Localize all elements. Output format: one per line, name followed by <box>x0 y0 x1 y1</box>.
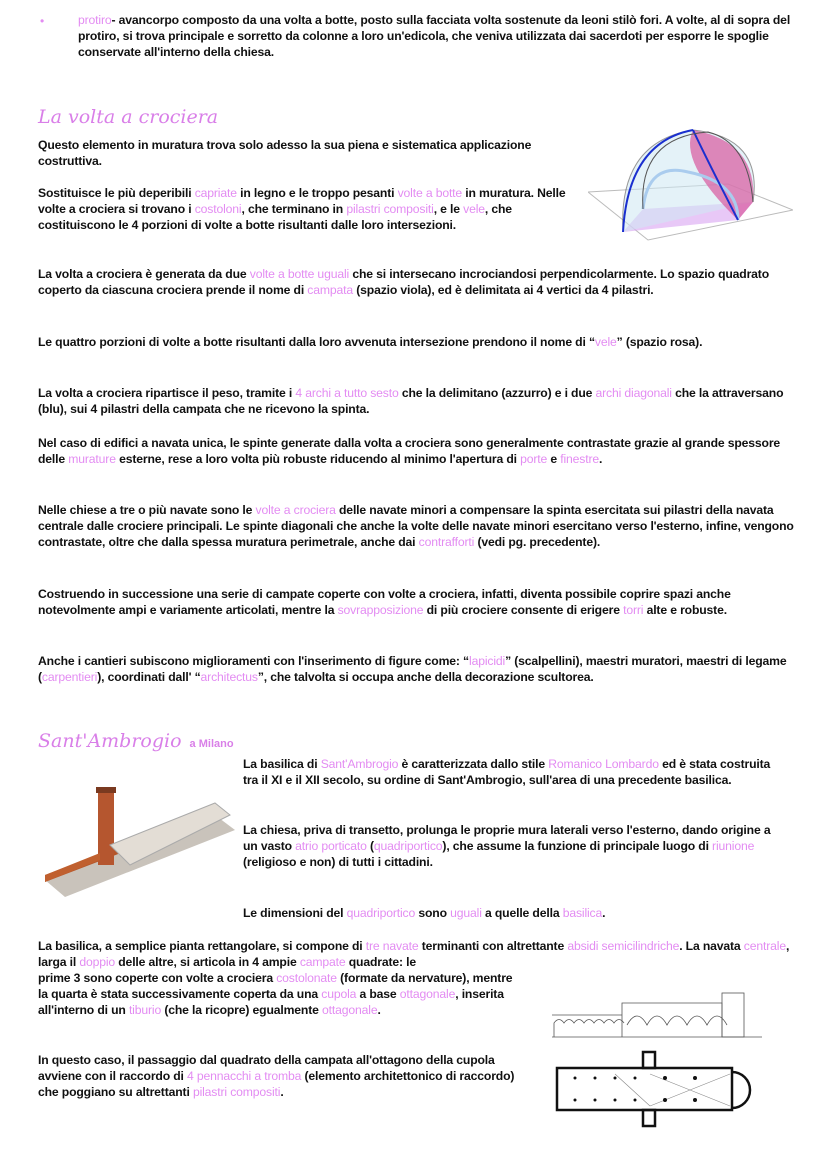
paragraph <box>38 385 798 417</box>
text-segment: ), coordinati dall' “ <box>97 670 201 685</box>
paragraph <box>38 137 573 169</box>
highlighted-term: torri <box>623 603 644 618</box>
text-segment: e <box>547 452 561 467</box>
highlighted-term: 4 pennacchi a tromba <box>187 1069 302 1084</box>
highlighted-term: riunione <box>712 839 755 854</box>
heading-title: Sant'Ambrogio <box>38 730 182 752</box>
text-segment: Nel caso di edifici a navata unica, le spinte generate dalla volta a crociera sono generalmente contrastate grazie al grande spessore delle <box>38 436 781 467</box>
highlighted-term: tiburio <box>128 1003 162 1018</box>
highlighted-term: contrafforti <box>418 535 475 550</box>
text-segment: La basilica di <box>243 757 321 771</box>
text-segment: (spazio viola), ed è delimitata ai 4 vertici da 4 pilastri. <box>353 283 654 298</box>
heading-volta-a-crociera: La volta a crociera <box>38 106 219 128</box>
paragraph <box>243 822 783 871</box>
text-segment: . La navata <box>679 939 744 953</box>
highlighted-term: architectus <box>200 670 258 685</box>
text-segment: che si intersecano incrociandosi perpendicolarmente. Lo spazio quadrato coperto da ciascuna crociera prende il nome di <box>38 267 770 298</box>
text-segment: ( <box>366 839 374 854</box>
text-segment: - avancorpo composto da una volta a botte, posto sulla facciata volta sostenute da leoni stilò fori. A volte, al di sopra del protiro, si trova principale e sorretto da colonne a loro un'edicola, che veniva utilizzata dai sacerdoti per esporre le spoglie conservate all'interno della chiesa. <box>78 13 791 60</box>
highlighted-term: vele <box>594 335 617 349</box>
paragraph <box>38 435 798 467</box>
paragraph <box>38 970 518 1019</box>
text-segment: (religioso e non) di tutti i cittadini. <box>243 855 433 870</box>
text-segment: (formate da nervature), mentre la quarta è stata successivamente coperta da una <box>38 971 513 1002</box>
highlighted-term: basilica <box>562 906 603 920</box>
text-segment: ”, che talvolta si occupa anche della decorazione scultorea. <box>257 670 594 685</box>
heading-sant-ambrogio <box>38 730 234 752</box>
text-segment: Anche i cantieri subiscono miglioramenti con l'inserimento di figure come: “ <box>38 654 470 668</box>
bullet: • <box>40 14 45 28</box>
highlighted-term: pilastri compositi <box>346 202 434 217</box>
text-segment: che la attraversano (blu), sui 4 pilastri della campata che ne ricevono la spinta. <box>38 386 784 417</box>
text-segment: , inserita all'interno di un <box>38 987 504 1018</box>
highlighted-term: ottagonale <box>322 1003 378 1018</box>
text-segment: Le quattro porzioni di volte a botte risultanti dalla loro avvenuta intersezione prendono il nome di “ <box>38 335 595 349</box>
basilica-axonometric-illustration <box>40 785 235 900</box>
text-segment: , e le <box>433 202 464 217</box>
text-segment: (elemento architettonico di raccordo) che poggiano su altrettanti <box>38 1069 515 1100</box>
text-segment: prime 3 sono coperte con volte a crociera <box>38 971 277 985</box>
highlighted-term: porte <box>520 452 548 467</box>
text-segment: (vedi pg. precedente). <box>474 535 601 550</box>
text-segment: In questo caso, il passaggio dal quadrato della campata all'ottagono della cupola avviene con il raccordo di <box>38 1053 495 1084</box>
text-segment: (che la ricopre) egualmente <box>161 1003 323 1018</box>
text-segment: . <box>599 452 603 467</box>
basilica-floor-plan <box>555 1050 763 1130</box>
highlighted-term: pilastri compositi <box>192 1085 281 1100</box>
text-segment: Costruendo in successione una serie di campate coperte con volte a crociera, infatti, diventa possibile coprire spazi anche notevolmente ampi e variamente articolati, mentre la <box>38 587 731 618</box>
highlighted-term: doppio <box>79 955 116 970</box>
text-segment: Le dimensioni del <box>243 906 347 920</box>
highlighted-term: murature <box>68 452 116 467</box>
paragraph <box>243 905 783 921</box>
text-segment: esterne, rese a loro volta più robuste riducendo al minimo l'apertura di <box>115 452 521 467</box>
highlighted-term: costoloni <box>194 202 242 217</box>
text-segment: La volta a crociera è generata da due <box>38 267 250 281</box>
highlighted-term: costolonate <box>276 971 337 985</box>
text-segment: , larga il <box>38 939 790 970</box>
highlighted-term: Romanico Lombardo <box>548 757 659 771</box>
text-segment: che la delimitano (azzurro) e i due <box>398 386 596 400</box>
highlighted-term: atrio porticato <box>295 839 367 854</box>
basilica-section-drawing <box>552 985 762 1040</box>
highlighted-term: capriate <box>194 186 237 200</box>
highlighted-term: 4 archi a tutto sesto <box>295 386 399 400</box>
text-segment: a base <box>356 987 400 1002</box>
paragraph <box>38 334 798 350</box>
highlighted-term: sovrapposizione <box>337 603 424 618</box>
highlighted-term: ottagonale <box>399 987 456 1002</box>
highlighted-term: centrale <box>743 939 786 953</box>
cross-vault-illustration <box>588 122 793 247</box>
paragraph <box>38 185 573 234</box>
highlighted-term: absidi semicilindriche <box>567 939 680 953</box>
text-segment: ” (scalpellini), maestri muratori, maestri di legame ( <box>38 654 787 685</box>
text-segment: quadrate: le <box>345 955 417 970</box>
highlighted-term: carpentieri <box>41 670 98 685</box>
highlighted-term: volte a botte <box>397 186 463 200</box>
text-segment: terminanti con altrettante <box>418 939 568 953</box>
intro-paragraph <box>78 12 798 61</box>
highlighted-term: Sant'Ambrogio <box>320 757 399 771</box>
text-segment: La basilica, a semplice pianta rettangolare, si compone di <box>38 939 366 953</box>
highlighted-term: lapicidi <box>469 654 506 668</box>
text-segment: Questo elemento in muratura trova solo adesso la sua piena e sistematica applicazione costruttiva. <box>38 138 532 169</box>
paragraph <box>38 502 798 551</box>
highlighted-term: uguali <box>450 906 482 920</box>
heading-subtitle: a Milano <box>189 738 234 750</box>
text-segment: alte e robuste. <box>643 603 727 618</box>
paragraph <box>38 653 798 685</box>
text-segment: delle altre, si articola in 4 ampie <box>115 955 300 970</box>
highlighted-term: vele <box>463 202 485 217</box>
paragraph <box>38 1052 528 1101</box>
text-segment: , che costituiscono le 4 porzioni di volte a botte risultanti dalle loro intersezioni. <box>38 202 512 233</box>
text-segment: . <box>602 906 606 920</box>
text-segment: , che terminano in <box>241 202 347 217</box>
text-segment: La volta a crociera ripartisce il peso, tramite i <box>38 386 296 400</box>
text-segment: a quelle della <box>481 906 563 920</box>
paragraph <box>38 586 798 618</box>
highlighted-term: quadriportico <box>346 906 416 920</box>
highlighted-term: cupola <box>321 987 357 1002</box>
highlighted-term: campata <box>307 283 353 298</box>
text-segment: ), che assume la funzione di principale luogo di <box>442 839 713 854</box>
text-segment: è caratterizzata dallo stile <box>398 757 549 771</box>
paragraph <box>243 756 783 788</box>
paragraph <box>38 266 798 298</box>
highlighted-term: finestre <box>560 452 600 467</box>
text-segment: ” (spazio rosa). <box>616 335 703 349</box>
paragraph <box>38 938 798 970</box>
highlighted-term: archi diagonali <box>595 386 672 400</box>
text-segment: ed è stata costruita tra il XI e il XII secolo, su ordine di Sant'Ambrogio, sull'area di una precedente basilica. <box>243 757 771 788</box>
text-segment: Nelle chiese a tre o più navate sono le <box>38 503 256 517</box>
highlighted-term: volte a crociera <box>255 503 336 517</box>
text-segment: La chiesa, priva di transetto, prolunga le proprie mura laterali verso l'esterno, dando origine a un vasto <box>243 823 771 854</box>
text-segment: in muratura. Nelle volte a crociera si trovano i <box>38 186 566 217</box>
text-segment: . <box>377 1003 381 1018</box>
highlighted-term: volte a botte uguali <box>249 267 350 281</box>
text-segment: sono <box>415 906 451 920</box>
text-segment: in legno e le troppo pesanti <box>236 186 398 200</box>
text-segment: delle navate minori a compensare la spinta esercitata sui pilastri della navata centrale dalle crociere principali. Le spinte diagonali che anche la volte delle navate minori esercitano verso l'esterno, infine, vengono contrastate, oltre che dalla spessa muratura perimetrale, anche dai <box>38 503 794 550</box>
highlighted-term: tre navate <box>365 939 419 953</box>
text-segment: di più crociere consente di erigere <box>423 603 624 618</box>
highlighted-term: campate <box>299 955 346 970</box>
text-segment: . <box>280 1085 284 1100</box>
text-segment: Sostituisce le più deperibili <box>38 186 195 200</box>
highlighted-term: protiro <box>78 13 112 27</box>
highlighted-term: quadriportico <box>373 839 443 854</box>
